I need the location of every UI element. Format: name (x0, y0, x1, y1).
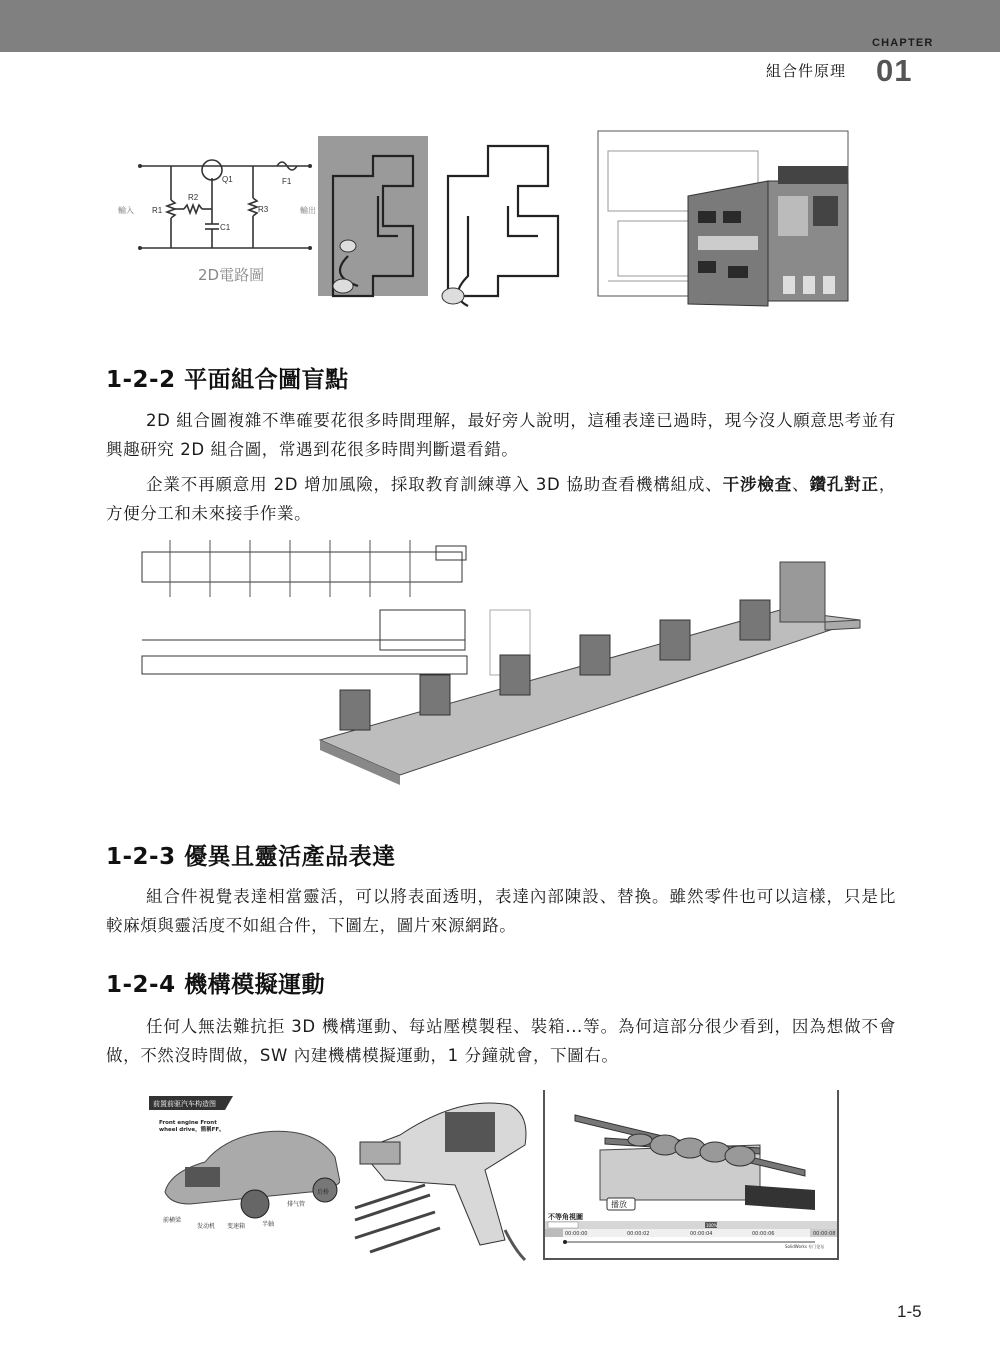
electrical-cabinet-figure (588, 126, 860, 310)
motion-study-screenshot (545, 1090, 837, 1258)
label-r3: R3 (258, 205, 269, 214)
car-cutaway-figure (145, 1092, 340, 1242)
chapter-label: CHAPTER (872, 37, 934, 49)
drill-cutaway-illustration (345, 1090, 540, 1265)
circuit-caption: 2D電路圖 (198, 266, 265, 284)
car-label-half-shaft: 半轴 (262, 1221, 275, 1228)
bold-term-hole-alignment: 鑽孔對正 (809, 475, 879, 494)
play-callout: 播放 (611, 1200, 627, 1209)
text-segment: 企業不再願意用 2D 增加風險，採取教育訓練導入 3D 協助查看機構組成、 (146, 475, 723, 494)
chapter-number: 01 (876, 53, 913, 88)
circuit-diagram (112, 140, 322, 300)
section-heading-1-2-4: 1-2-4 機構模擬運動 (106, 972, 326, 998)
label-r1: R1 (152, 206, 163, 215)
car-label-engine: 发动机 (197, 1223, 216, 1230)
timeline-tick-0: 00:00:00 (565, 1231, 588, 1237)
header-band (0, 0, 1000, 52)
drill-cutaway-figure (345, 1090, 540, 1265)
paragraph-1-2-2-2 (106, 470, 896, 528)
car-label-rear-axle: 后桥 (317, 1189, 330, 1196)
section-heading-1-2-3: 1-2-3 優異且靈活產品表達 (106, 844, 396, 870)
wiring-harness-figure (318, 136, 583, 310)
label-input: 輸入 (118, 206, 134, 215)
car-figure-title: 前置前驱汽车构造图 (153, 1100, 216, 1108)
timeline-tick-4: 00:00:08 (813, 1231, 836, 1237)
production-line-figure (140, 540, 870, 788)
electrical-cabinet-illustration (588, 126, 860, 310)
section-heading-1-2-2: 1-2-2 平面組合圖盲點 (106, 367, 349, 393)
motion-panel-title: 不等角視圖 (548, 1213, 583, 1221)
car-label-gearbox: 变速箱 (227, 1223, 246, 1230)
wiring-harness-illustration (318, 136, 583, 310)
chapter-title: 組合件原理 (766, 62, 847, 80)
zoom-value: 100% (706, 1223, 718, 1228)
motion-study-figure (543, 1090, 839, 1260)
timeline-tick-2: 00:00:04 (690, 1231, 713, 1237)
label-q1: Q1 (222, 175, 233, 184)
car-subtitle-line2: wheel drive，簡稱FF。 (159, 1127, 225, 1133)
watermark: SolidWorks 专门论坛 (785, 1244, 825, 1249)
text-segment: ，方便分工和未來接手作業。 (106, 475, 896, 523)
page-number: 1-5 (897, 1302, 922, 1321)
car-cutaway-illustration (145, 1092, 340, 1242)
paragraph-1-2-4-1: 任何人無法難抗拒 3D 機構運動、每站壓模製程、裝箱...等。為何這部分很少看到，因為想做不會做，不然沒時間做，SW 內建機構模擬運動，1 分鐘就會，下圖右。 (106, 1017, 896, 1065)
car-subtitle-line1: Front engine Front (159, 1120, 217, 1126)
timeline-tick-3: 00:00:06 (752, 1231, 775, 1237)
paragraph-1-2-2-1: 2D 組合圖複雜不準確要花很多時間理解，最好旁人說明，這種表達已過時，現今沒人願意思考並有興趣研究 2D 組合圖，常遇到花很多時間判斷還看錯。 (106, 411, 896, 459)
label-f1: F1 (282, 177, 292, 186)
timeline-tick-1: 00:00:02 (627, 1231, 650, 1237)
label-r2: R2 (188, 193, 199, 202)
car-label-exhaust: 排气管 (287, 1201, 306, 1208)
text-segment: 、 (792, 475, 810, 494)
label-c1: C1 (220, 223, 231, 232)
production-line-illustration (140, 540, 870, 788)
paragraph-1-2-3-1: 組合件視覺表達相當靈活，可以將表面透明，表達內部陳設、替換。雖然零件也可以這樣，只是比較麻煩與靈活度不如組合件，下圖左，圖片來源網路。 (106, 887, 896, 935)
bold-term-interference-check: 干涉檢查 (722, 475, 793, 494)
label-output: 輸出 (300, 206, 316, 215)
circuit-diagram-figure (112, 140, 322, 300)
car-label-front-beam: 前横梁 (163, 1217, 182, 1224)
